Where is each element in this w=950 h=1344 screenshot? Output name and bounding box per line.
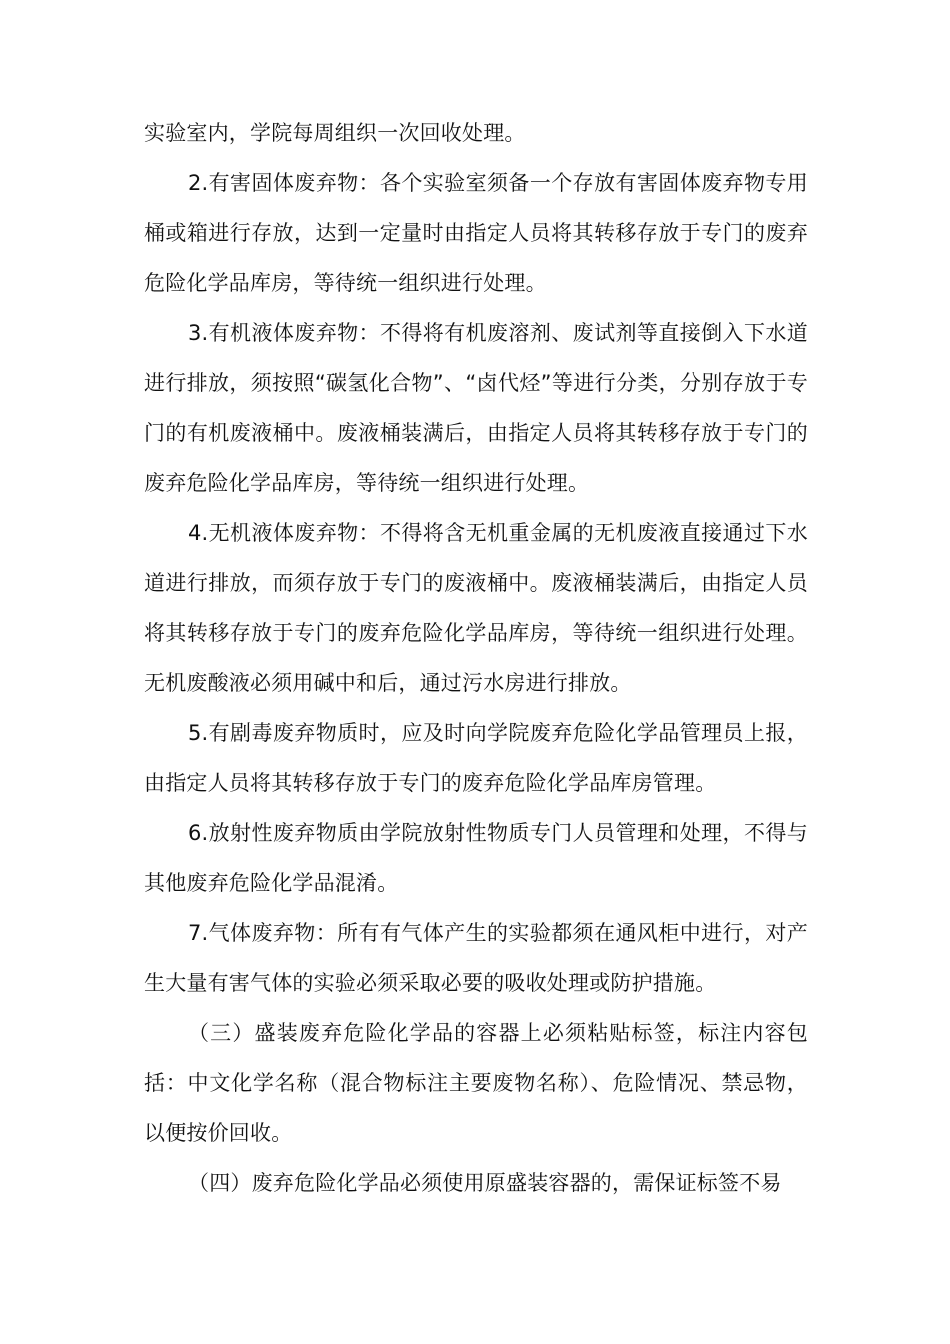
document-body: [144, 108, 808, 1208]
paragraph-section-three-labels: （三）盛装废弃危险化学品的容器上必须粘贴标签，标注内容包括：中文化学名称（混合物标注主要废物名称）、危险情况、禁忌物，以便按价回收。: [144, 1021, 808, 1145]
paragraph-radioactive-waste: 6.放射性废弃物质由学院放射性物质专门人员管理和处理，不得与其他废弃危险化学品混淆。: [144, 821, 808, 895]
paragraph-hazardous-solid-waste: 2.有害固体废弃物：各个实验室须备一个存放有害固体废弃物专用桶或箱进行存放，达到一定量时由指定人员将其转移存放于专门的废弃危险化学品库房，等待统一组织进行处理。: [144, 171, 808, 295]
paragraph-gas-waste: 7.气体废弃物：所有有气体产生的实验都须在通风柜中进行，对产生大量有害气体的实验必须采取必要的吸收处理或防护措施。: [144, 921, 808, 995]
paragraph-organic-liquid-waste: 3.有机液体废弃物：不得将有机废溶剂、废试剂等直接倒入下水道进行排放，须按照“碳氢化合物”、“卤代烃”等进行分类，分别存放于专门的有机废液桶中。废液桶装满后，由指定人员将其转移存放于专门的废弃危险化学品库房，等待统一组织进行处理。: [144, 321, 808, 495]
paragraph-section-four-containers: （四）废弃危险化学品必须使用原盛装容器的，需保证标签不易: [188, 1171, 782, 1195]
paragraph-continuation: 实验室内，学院每周组织一次回收处理。: [144, 121, 526, 145]
paragraph-inorganic-liquid-waste: 4.无机液体废弃物：不得将含无机重金属的无机废液直接通过下水道进行排放，而须存放于专门的废液桶中。废液桶装满后，由指定人员将其转移存放于专门的废弃危险化学品库房，等待统一组织进行处理。无机废酸液必须用碱中和后，通过污水房进行排放。: [144, 521, 808, 695]
paragraph-toxic-waste: 5.有剧毒废弃物质时，应及时向学院废弃危险化学品管理员上报，由指定人员将其转移存放于专门的废弃危险化学品库房管理。: [144, 721, 808, 795]
